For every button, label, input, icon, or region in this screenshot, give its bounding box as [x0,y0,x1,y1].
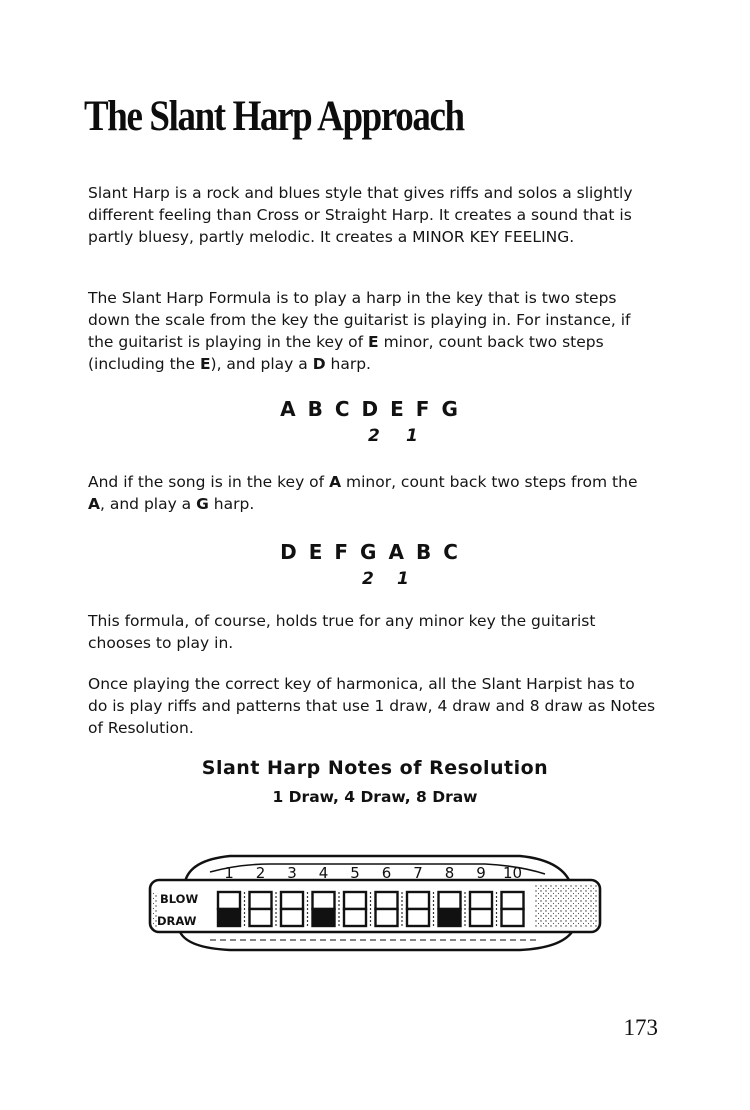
formula-key-d: D [312,355,326,373]
harmonica-diagram [140,840,610,955]
draw-label: DRAW [157,914,197,928]
draw-hole-7 [407,909,429,926]
draw-hole-10 [502,909,524,926]
step-1-label: 1 [397,569,409,589]
formula-text-e: harp. [325,355,371,373]
a-minor-text-e: harp. [208,495,255,513]
draw-hole-6 [376,909,398,926]
paragraph-resolution: Once playing the correct key of harmonica, all the Slant Harpist has to do is play riffs and patterns that use 1 draw, 4 draw and 8 draw as Notes of Resolution. [88,675,656,737]
blow-hole-6 [376,892,398,909]
blow-hole-8 [439,892,461,909]
paragraph-a-minor [88,471,658,515]
draw-hole-5 [344,909,366,926]
paragraph-formula [88,287,658,375]
a-minor-key-a-2: A [88,495,100,513]
paragraph-intro: Slant Harp is a rock and blues style that gives riffs and solos a slightly different feeling than Cross or Straight Harp. It creates a sound that is partly bluesy, partly melodic. It creates a MINOR KEY FEELING. [88,184,633,246]
blow-hole-2 [250,892,272,909]
blow-hole-1 [218,892,240,909]
blow-hole-4 [313,892,335,909]
blow-hole-10 [502,892,524,909]
step-1-label: 1 [406,426,418,446]
draw-hole-9 [470,909,492,926]
draw-hole-1-highlighted [218,909,240,926]
hole-number-7: 7 [413,864,423,882]
blow-hole-3 [281,892,303,909]
hole-number-2: 2 [255,864,266,882]
a-minor-text-c: minor, count back two steps from the [341,473,638,491]
formula-text-d: ), and play a [210,355,313,373]
hole-number-3: 3 [287,864,297,882]
draw-hole-2 [250,909,272,926]
resolution-title: Slant Harp Notes of Resolution [201,757,549,779]
draw-hole-3 [281,909,303,926]
blow-hole-5 [344,892,366,909]
hole-number-6: 6 [381,864,392,882]
draw-hole-4-highlighted [313,909,335,926]
hole-number-8: 8 [444,864,455,882]
bottom-cover-plate [180,932,572,950]
formula-text-a: The Slant Harp Formula is to play a harp in the key that is two steps down the scale from the key the guitarist is playing in. For instance, if the guitarist is playing in the key of [88,289,631,351]
a-minor-key-a: A [329,473,342,491]
scale-example-1-notes: ABCDEFG [280,397,470,421]
scale-example-2-notes: DEFGABC [280,540,470,564]
hole-number-5: 5 [350,864,360,882]
blow-hole-7 [407,892,429,909]
a-minor-text-a: And if the song is in the key of [88,473,330,491]
step-2-label: 2 [362,569,374,589]
hole-number-10: 10 [502,864,523,882]
draw-hole-8-highlighted [439,909,461,926]
formula-key-e-2: E [199,355,211,373]
body-shading [535,884,597,928]
harmonica-holes [218,892,524,926]
blow-label: BLOW [160,892,199,906]
hole-number-1: 1 [224,864,234,882]
page-title: The Slant Harp Approach [84,93,464,140]
blow-hole-9 [470,892,492,909]
a-minor-text-d: , and play a [100,495,197,513]
formula-text-c: minor, count back two steps (including the [88,333,604,373]
formula-key-e: E [368,333,379,351]
page-number: 173 [623,1015,658,1040]
a-minor-key-g: G [196,495,209,513]
hole-number-9: 9 [476,864,486,882]
resolution-subtitle: 1 Draw, 4 Draw, 8 Draw [272,788,478,806]
step-2-label: 2 [368,426,380,446]
hole-number-4: 4 [318,864,329,882]
paragraph-any-minor: This formula, of course, holds true for any minor key the guitarist chooses to play in. [88,612,596,652]
